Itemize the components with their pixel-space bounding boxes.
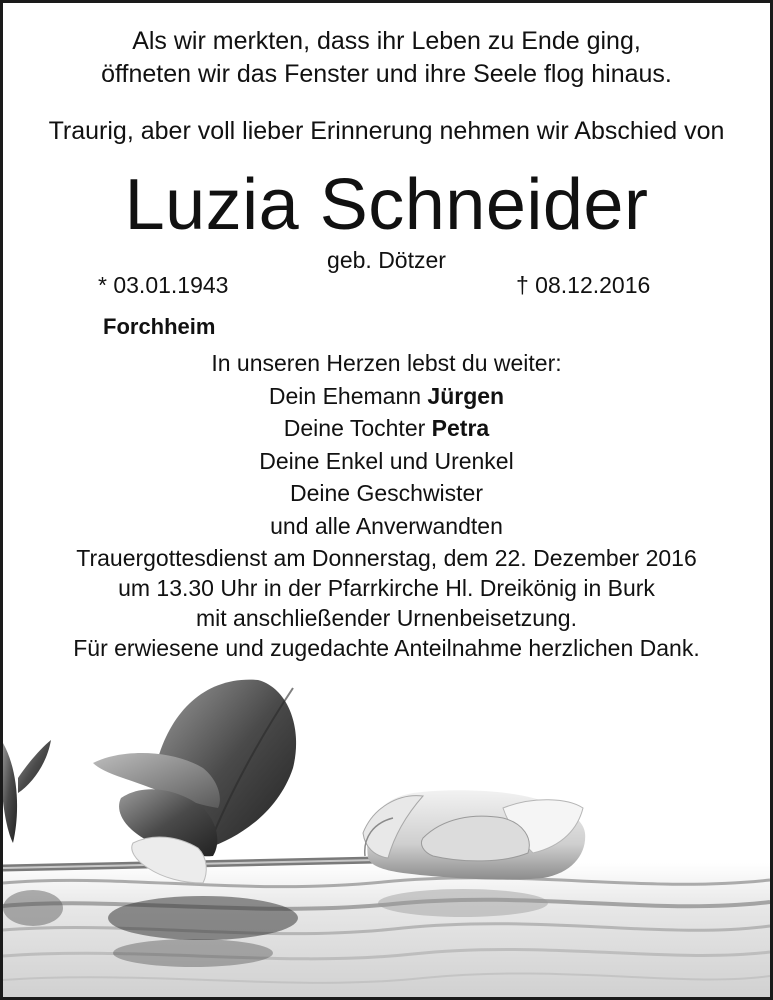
family-list (3, 347, 770, 542)
service-thanks: Für erwiesene und zugedachte Anteilnahme herzlichen Dank. (73, 635, 700, 661)
rose-leaves (3, 680, 296, 883)
verse-line-2: öffneten wir das Fenster und ihre Seele flog hinaus. (101, 60, 672, 88)
husband-prefix: Dein Ehemann (268, 382, 422, 409)
service-line-1: Trauergottesdienst am Donnerstag, dem 22. Dezember 2016 (76, 545, 697, 571)
family-husband (3, 380, 770, 413)
residence-city: Forchheim (103, 314, 216, 339)
funeral-service-info (3, 543, 770, 663)
water-reflection (3, 863, 770, 1000)
white-rose (363, 790, 585, 879)
farewell-intro: Traurig, aber voll lieber Erinnerung nehmen wir Abschied von (48, 117, 725, 145)
memorial-verse (3, 25, 770, 91)
daughter-name: Petra (431, 415, 490, 441)
deceased-name: Luzia Schneider (124, 165, 649, 245)
verse-line-1: Als wir merkten, dass ihr Leben zu Ende ging, (132, 27, 641, 55)
family-grandchildren: Deine Enkel und Urenkel (259, 447, 514, 474)
family-intro: In unseren Herzen lebst du weiter: (211, 350, 562, 376)
family-siblings: Deine Geschwister (289, 480, 484, 506)
family-relatives: und alle Anverwandten (270, 512, 503, 539)
service-line-3: mit anschließender Urnenbeisetzung. (196, 605, 577, 631)
husband-name: Jürgen (427, 382, 505, 409)
death-date: † 08.12.2016 (516, 272, 651, 298)
daughter-prefix: Deine Tochter (283, 415, 426, 441)
birth-date: * 03.01.1943 (98, 272, 229, 298)
service-line-2: um 13.30 Uhr in der Pfarrkirche Hl. Dreikönig in Burk (118, 575, 655, 601)
family-daughter (3, 412, 770, 445)
maiden-name: geb. Dötzer (327, 247, 446, 273)
rose-on-water-image (3, 668, 770, 1000)
